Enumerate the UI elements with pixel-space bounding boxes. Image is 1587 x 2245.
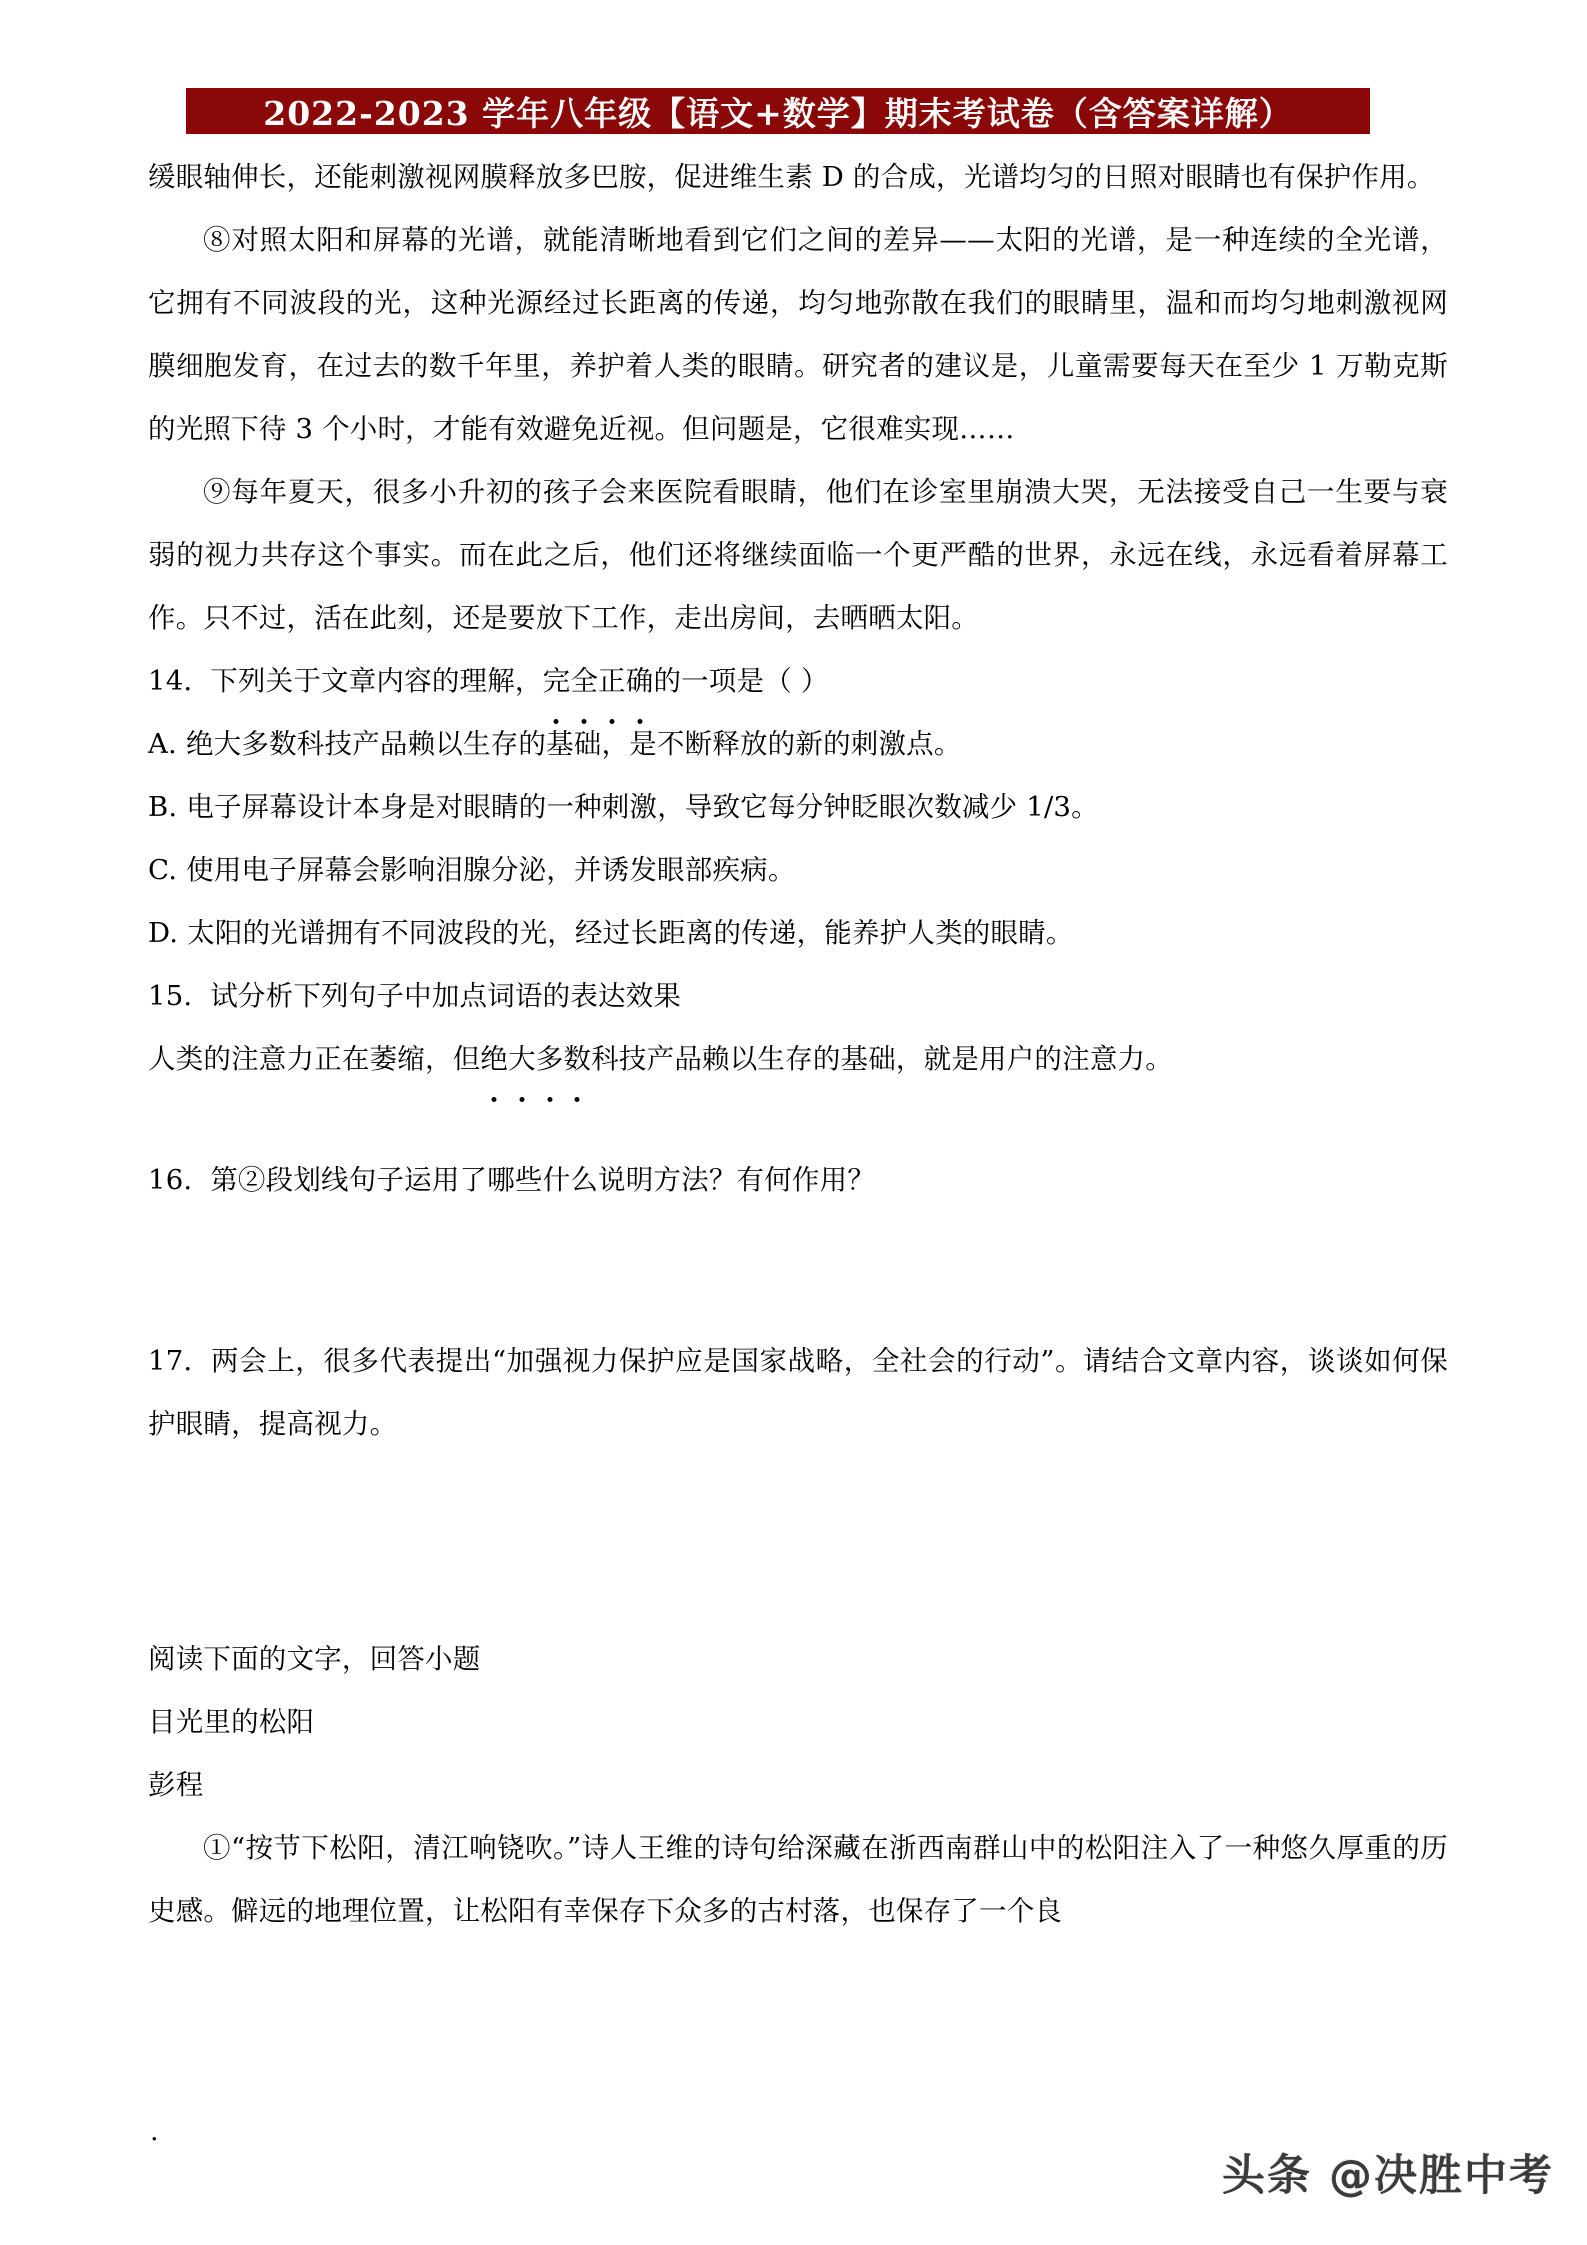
passage-author: 彭程 — [148, 1769, 204, 1801]
question-17-stem-text: 两会上，很多代表提出“加强视力保护应是国家战略，全社会的行动”。请结合文章内容，谈谈如何保护眼睛，提高视力。 — [148, 1345, 1448, 1440]
question-16-number: 16. — [148, 1164, 193, 1196]
option-a-text: 绝大多数科技产品赖以生存的基础，是不断释放的新的刺激点。 — [185, 728, 962, 760]
option-c-label: C. — [148, 854, 178, 886]
question-14-stem — [148, 650, 1448, 713]
option-d-text: 太阳的光谱拥有不同波段的光，经过长距离的传递，能养护人类的眼睛。 — [187, 917, 1074, 949]
question-16-stem — [148, 1149, 1448, 1212]
option-a-label: A. — [148, 728, 178, 760]
question-14-option-a — [148, 713, 1448, 776]
question-14-number: 14. — [148, 665, 193, 697]
question-15-quote — [148, 1028, 1448, 1091]
question-15-quote-before: 人类的注意力正在萎缩，但 — [148, 1043, 481, 1075]
option-b-label: B. — [148, 791, 178, 823]
question-14-option-d — [148, 902, 1448, 965]
question-15-emphasis: 绝大多数 — [480, 1028, 591, 1091]
question-15-stem-text: 试分析下列句子中加点词语的表达效果 — [210, 980, 682, 1012]
question-14-stem-after: 的一项是（ ） — [653, 665, 829, 697]
answer-space-15 — [148, 1091, 1448, 1149]
question-15-quote-after: 科技产品赖以生存的基础，就是用户的注意力。 — [591, 1043, 1173, 1075]
answer-space-17 — [148, 1456, 1448, 1628]
question-17-stem — [148, 1330, 1448, 1456]
question-17-number: 17. — [148, 1345, 193, 1377]
document-content — [148, 146, 1448, 1943]
watermark-logo: 头条 @决胜中考 — [1222, 2151, 1554, 2201]
answer-space-16 — [148, 1212, 1448, 1330]
passage-paragraph-1: ①“按节下松阳，清江响铙吹。”诗人王维的诗句给深藏在浙西南群山中的松阳注入了一种悠久厚重的历史感。僻远的地理位置，让松阳有幸保存下众多的古村落，也保存了一个良 — [148, 1832, 1448, 1927]
question-14-stem-before: 下列关于文章内容的理解， — [210, 665, 543, 697]
paragraph-continuation: 缓眼轴伸长，还能刺激视网膜释放多巴胺，促进维生素 D 的合成，光谱均匀的日照对眼睛也有保护作用。 — [148, 161, 1435, 193]
page-header-banner — [186, 88, 1370, 134]
paragraph-9: ⑨每年夏天，很多小升初的孩子会来医院看眼睛，他们在诊室里崩溃大哭，无法接受自己一生要与衰弱的视力共存这个事实。而在此之后，他们还将继续面临一个更严酷的世界，永远在线，永远看着屏幕工作。只不过，活在此刻，还是要放下工作，走出房间，去晒晒太阳。 — [148, 476, 1448, 634]
paragraph-8: ⑧对照太阳和屏幕的光谱，就能清晰地看到它们之间的差异——太阳的光谱，是一种连续的全光谱，它拥有不同波段的光，这种光源经过长距离的传递，均匀地弥散在我们的眼睛里，温和而均匀地刺激视网膜细胞发育，在过去的数千年里，养护着人类的眼睛。研究者的建议是，儿童需要每天在至少 1 万勒克斯的光照下待 3 个小时，才能有效避免近视。但问题是，它很难实现…… — [148, 224, 1448, 445]
question-14-option-b — [148, 776, 1448, 839]
option-b-text: 电子屏幕设计本身是对眼睛的一种刺激，导致它每分钟眨眼次数减少 1/3。 — [186, 791, 1099, 823]
option-d-label: D. — [148, 917, 179, 949]
question-16-stem-text: 第②段划线句子运用了哪些什么说明方法？有何作用？ — [210, 1164, 876, 1196]
page-title: 2022-2023 学年八年级【语文+数学】期末考试卷（含答案详解） — [263, 93, 1293, 133]
stray-period-mark: . — [150, 2116, 159, 2147]
passage-instruction: 阅读下面的文字，回答小题 — [148, 1643, 481, 1675]
option-c-text: 使用电子屏幕会影响泪腺分泌，并诱发眼部疾病。 — [186, 854, 796, 886]
question-15-number: 15. — [148, 980, 193, 1012]
question-15-stem — [148, 965, 1448, 1028]
question-14-emphasis: 完全正确 — [543, 650, 654, 713]
question-14-option-c — [148, 839, 1448, 902]
passage-title: 目光里的松阳 — [148, 1706, 315, 1738]
